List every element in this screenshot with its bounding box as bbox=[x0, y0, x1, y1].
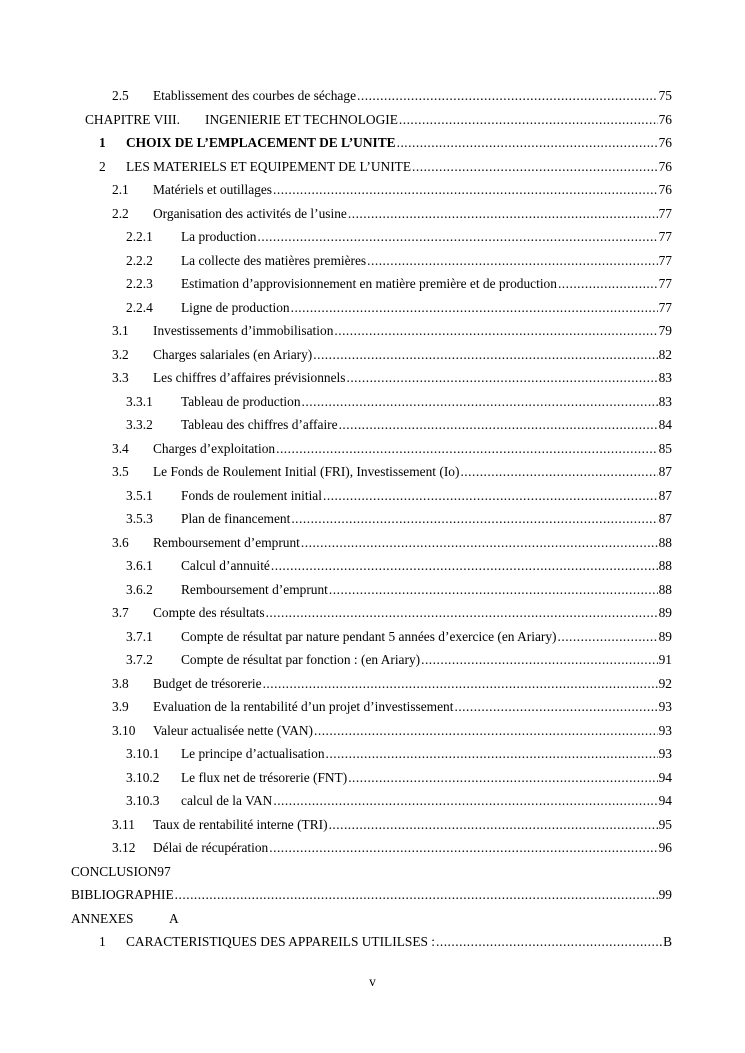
toc-entry[interactable]: 3.10.1 Le principe d’actualisation ..... 93 bbox=[126, 744, 672, 764]
toc-entry[interactable]: 3.2 Charges salariales (en Ariary) ..... 82 bbox=[112, 345, 672, 365]
toc-entry[interactable]: 2.2.2 La collecte des matières premières ..... 77 bbox=[126, 251, 672, 271]
toc-entry[interactable]: 3.3 Les chiffres d’affaires prévisionnels ..... 83 bbox=[112, 368, 672, 388]
toc-entry[interactable]: 3.6.1 Calcul d’annuité ..... 88 bbox=[126, 556, 672, 576]
toc-entry[interactable]: 3.4 Charges d’exploitation ..... 85 bbox=[112, 439, 672, 459]
toc-entry[interactable]: 3.11 Taux de rentabilité interne (TRI) ..... 95 bbox=[112, 815, 672, 835]
toc-entry[interactable]: 3.3.2 Tableau des chiffres d’affaire ..... 84 bbox=[126, 415, 672, 435]
toc-entry[interactable]: 2.2.1 La production ..... 77 bbox=[126, 227, 672, 247]
toc-entry[interactable]: 3.12 Délai de récupération ..... 96 bbox=[112, 838, 672, 858]
toc-entry[interactable]: 3.10 Valeur actualisée nette (VAN) ..... 93 bbox=[112, 721, 672, 741]
toc-entry[interactable]: 2.2.3 Estimation d’approvisionnement en matière première et de production ..... 77 bbox=[126, 274, 672, 294]
toc-entry[interactable]: 2.1 Matériels et outillages ..... 76 bbox=[112, 180, 672, 200]
toc-entry[interactable]: 1 CARACTERISTIQUES DES APPAREILS UTILILSES : ..... B bbox=[99, 932, 672, 952]
toc-entry[interactable]: 3.5 Le Fonds de Roulement Initial (FRI), Investissement (Io) ..... 87 bbox=[112, 462, 672, 482]
toc-entry-conclusion[interactable]: CONCLUSION97 bbox=[71, 863, 171, 879]
toc-entry[interactable]: 3.7.2 Compte de résultat par fonction : (en Ariary) ..... 91 bbox=[126, 650, 672, 670]
toc-entry[interactable]: 3.3.1 Tableau de production ..... 83 bbox=[126, 392, 672, 412]
page-number: v bbox=[369, 974, 376, 989]
toc-entry[interactable]: 3.6 Remboursement d’emprunt ..... 88 bbox=[112, 533, 672, 553]
toc-entry[interactable]: 3.8 Budget de trésorerie ..... 92 bbox=[112, 674, 672, 694]
toc-entry[interactable]: 3.7.1 Compte de résultat par nature pendant 5 années d’exercice (en Ariary) ..... 89 bbox=[126, 627, 672, 647]
toc-entry[interactable]: 3.6.2 Remboursement d’emprunt ..... 88 bbox=[126, 580, 672, 600]
toc-entry[interactable]: 1 CHOIX DE L’EMPLACEMENT DE L’UNITE ..... 76 bbox=[99, 133, 672, 153]
toc-entry[interactable]: 3.1 Investissements d’immobilisation ..... 79 bbox=[112, 321, 672, 341]
toc-entry[interactable]: 3.9 Evaluation de la rentabilité d’un projet d’investissement ..... 93 bbox=[112, 697, 672, 717]
toc-entry[interactable]: 3.5.3 Plan de financement ..... 87 bbox=[126, 509, 672, 529]
toc-entry[interactable]: 3.7 Compte des résultats ..... 89 bbox=[112, 603, 672, 623]
toc-entry[interactable]: 2 LES MATERIELS ET EQUIPEMENT DE L’UNITE ..... 76 bbox=[99, 157, 672, 177]
toc-entry-bibliographie[interactable]: BIBLIOGRAPHIE ..... 99 bbox=[71, 885, 672, 905]
toc-entry[interactable]: 2.2.4 Ligne de production ..... 77 bbox=[126, 298, 672, 318]
toc-entry-chapter[interactable]: CHAPITRE VIII. INGENIERIE ET TECHNOLOGIE ..... 76 bbox=[85, 110, 672, 130]
toc-entry-annexes[interactable]: ANNEXES A bbox=[71, 910, 179, 926]
toc-entry[interactable]: 3.10.2 Le flux net de trésorerie (FNT) ..... 94 bbox=[126, 768, 672, 788]
toc-entry[interactable]: 3.5.1 Fonds de roulement initial ..... 87 bbox=[126, 486, 672, 506]
toc-entry[interactable]: 2.5 Etablissement des courbes de séchage ..... 75 bbox=[112, 86, 672, 106]
toc-entry[interactable]: 2.2 Organisation des activités de l’usine ..... 77 bbox=[112, 204, 672, 224]
toc-entry[interactable]: 3.10.3 calcul de la VAN ..... 94 bbox=[126, 791, 672, 811]
